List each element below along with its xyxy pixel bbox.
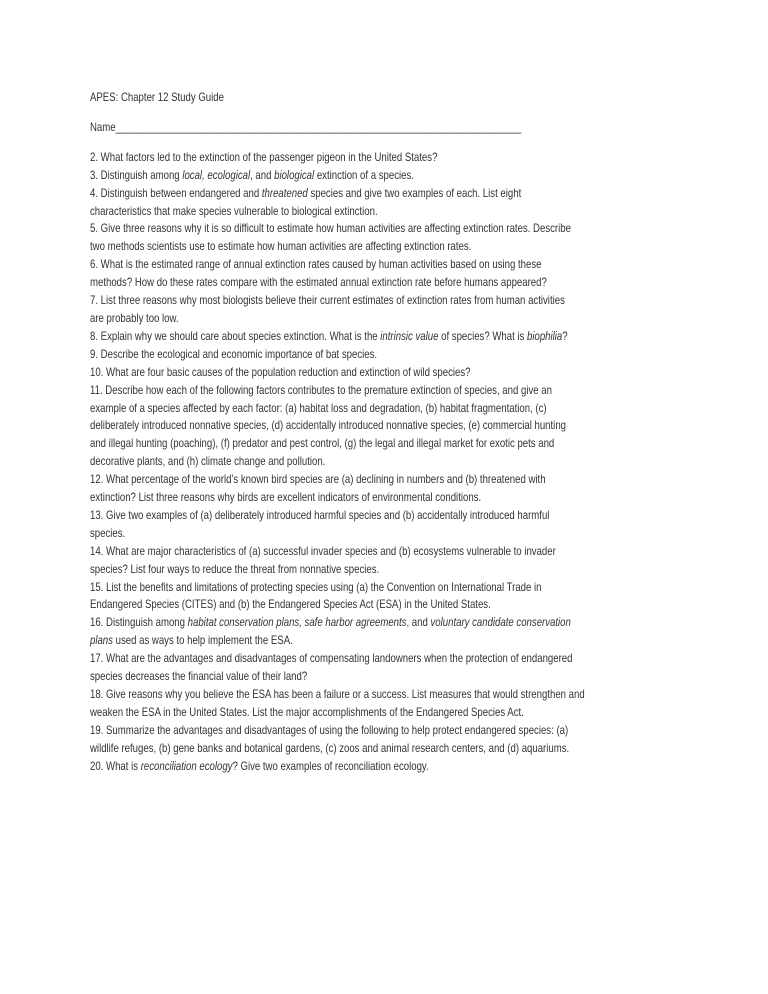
question-text: 15. List the benefits and limitations of protecting species using (a) the Convention on International Trade in (90, 579, 542, 594)
question-line (90, 167, 679, 185)
question-line (90, 686, 679, 704)
question-line (90, 400, 679, 418)
question-text: species. (90, 525, 126, 540)
question-line (90, 185, 679, 203)
question-line (90, 704, 679, 722)
question (90, 346, 679, 364)
question-line (90, 740, 679, 758)
question-text: 2. What factors led to the extinction of the passenger pigeon in the United States? (90, 149, 438, 164)
name-blank: ____________________________________________________________________________ (115, 119, 522, 134)
question-text: 14. What are major characteristics of (a) successful invader species and (b) ecosystems vulnerable to invader (90, 543, 556, 558)
question (90, 579, 679, 615)
question-text: 19. Summarize the advantages and disadvantages of using the following to help protect endangered species: (a) (90, 722, 569, 737)
question-text-italic: biological (274, 167, 315, 182)
question-line (90, 596, 679, 614)
question-text: 20. What is (90, 758, 141, 773)
question-line (90, 489, 679, 507)
question-text: 17. What are the advantages and disadvantages of compensating landowners when the protection of endangered (90, 651, 573, 666)
question-text-italic: threatened (261, 185, 308, 200)
question-line (90, 632, 679, 650)
name-line (90, 119, 679, 137)
question-line (90, 543, 679, 561)
question (90, 220, 679, 256)
question-text: decorative plants, and (h) climate change and pollution. (90, 454, 326, 469)
question-text: 6. What is the estimated range of annual extinction rates caused by human activities based on using these (90, 257, 542, 272)
question-text: 12. What percentage of the world’s known bird species are (a) declining in numbers and (b) threatened with (90, 472, 546, 487)
question-line (90, 435, 679, 453)
question (90, 471, 679, 507)
question-text: extinction? List three reasons why birds are excellent indicators of environmental conditions. (90, 490, 482, 505)
question-text: characteristics that make species vulnerable to biological extinction. (90, 203, 378, 218)
question-text: 3. Distinguish among (90, 167, 183, 182)
question (90, 256, 679, 292)
question-line (90, 274, 679, 292)
question-text: 10. What are four basic causes of the population reduction and extinction of wild species? (90, 364, 471, 379)
question-text: 18. Give reasons why you believe the ESA has been a failure or a success. List measures that would strengthen and (90, 687, 585, 701)
question-line (90, 364, 679, 382)
question (90, 185, 679, 221)
question (90, 167, 679, 185)
question-line (90, 722, 679, 740)
question-line (90, 382, 679, 400)
question-text: extinction of a species. (314, 167, 414, 182)
question-text: two methods scientists use to estimate how human activities are affecting extinction rates. (90, 239, 472, 254)
question-line (90, 238, 679, 256)
question (90, 650, 679, 686)
question-line (90, 310, 679, 328)
question-text-italic: local, ecological (182, 167, 251, 182)
document-title: APES: Chapter 12 Study Guide (90, 90, 224, 104)
question-text: species and give two examples of each. List eight (307, 185, 522, 200)
question-line (90, 525, 679, 543)
question-text: 16. Distinguish among (90, 615, 188, 630)
question-text: 4. Distinguish between endangered and (90, 185, 262, 200)
question-line (90, 256, 679, 274)
question-line (90, 507, 679, 525)
question-line (90, 614, 679, 632)
question (90, 328, 679, 346)
question-line (90, 328, 679, 346)
question-text: wildlife refuges, (b) gene banks and botanical gardens, (c) zoos and animal research centers, and (d) aquariums. (90, 740, 570, 755)
question-text: 13. Give two examples of (a) deliberately introduced harmful species and (b) accidentally introduced harmful (90, 507, 550, 522)
question-text: , and (406, 615, 431, 630)
question (90, 614, 679, 650)
question (90, 543, 679, 579)
document-content (90, 89, 679, 776)
name-label: Name (90, 119, 116, 134)
question-line (90, 668, 679, 686)
question-text: and illegal hunting (poaching), (f) predator and pest control, (g) the legal and illegal market for exotic pets and (90, 436, 555, 451)
questions-list (90, 149, 679, 776)
question-text-italic: voluntary candidate conservation (430, 615, 571, 630)
question-text: methods? How do these rates compare with the estimated annual extinction rate before humans appeared? (90, 275, 547, 290)
question-text-italic: reconciliation ecology (140, 758, 233, 773)
question-line (90, 561, 679, 579)
question (90, 758, 679, 776)
question-line (90, 346, 679, 364)
question-text: species decreases the financial value of their land? (90, 669, 308, 684)
question-text: , and (250, 167, 275, 182)
question-text-italic: biophilia (527, 328, 563, 343)
question-line (90, 220, 679, 238)
question-text: 8. Explain why we should care about species extinction. What is the (90, 328, 381, 343)
question-text: weaken the ESA in the United States. List the major accomplishments of the Endangered Species Act. (90, 704, 524, 719)
question-line (90, 579, 679, 597)
question-text-italic: intrinsic value (380, 328, 439, 343)
question-text: example of a species affected by each factor: (a) habitat loss and degradation, (b) habitat fragmentation, (c) (90, 400, 547, 415)
question-text: ? Give two examples of reconciliation ecology. (232, 758, 429, 773)
question-line (90, 650, 679, 668)
question-text-italic: habitat conservation plans, safe harbor agreements (187, 615, 407, 630)
question (90, 507, 679, 543)
question-text: ? (562, 328, 568, 343)
question-line (90, 471, 679, 489)
question (90, 149, 679, 167)
question-line (90, 417, 679, 435)
question (90, 292, 679, 328)
question-text: deliberately introduced nonnative species, (d) accidentally introduced nonnative species, (e) commercial hunting (90, 418, 566, 433)
question-line (90, 203, 679, 221)
question-text: 5. Give three reasons why it is so difficult to estimate how human activities are affecting extinction rates. Describe (90, 221, 571, 236)
question-text: used as ways to help implement the ESA. (112, 633, 293, 648)
question-text: 9. Describe the ecological and economic importance of bat species. (90, 346, 378, 361)
question-text: of species? What is (438, 328, 528, 343)
question-line (90, 453, 679, 471)
question-text: 11. Describe how each of the following factors contributes to the premature extinction of species, and give an (90, 382, 552, 397)
question (90, 364, 679, 382)
question-line (90, 292, 679, 310)
question-line (90, 149, 679, 167)
question-text: 7. List three reasons why most biologists believe their current estimates of extinction rates from human activities (90, 293, 565, 308)
question-text: Endangered Species (CITES) and (b) the Endangered Species Act (ESA) in the United States. (90, 597, 491, 612)
question (90, 686, 679, 722)
question-text: are probably too low. (90, 310, 179, 325)
question-line (90, 758, 679, 776)
question (90, 382, 679, 472)
question-text-italic: plans (90, 633, 113, 648)
question (90, 722, 679, 758)
question-text: species? List four ways to reduce the threat from nonnative species. (90, 561, 380, 576)
